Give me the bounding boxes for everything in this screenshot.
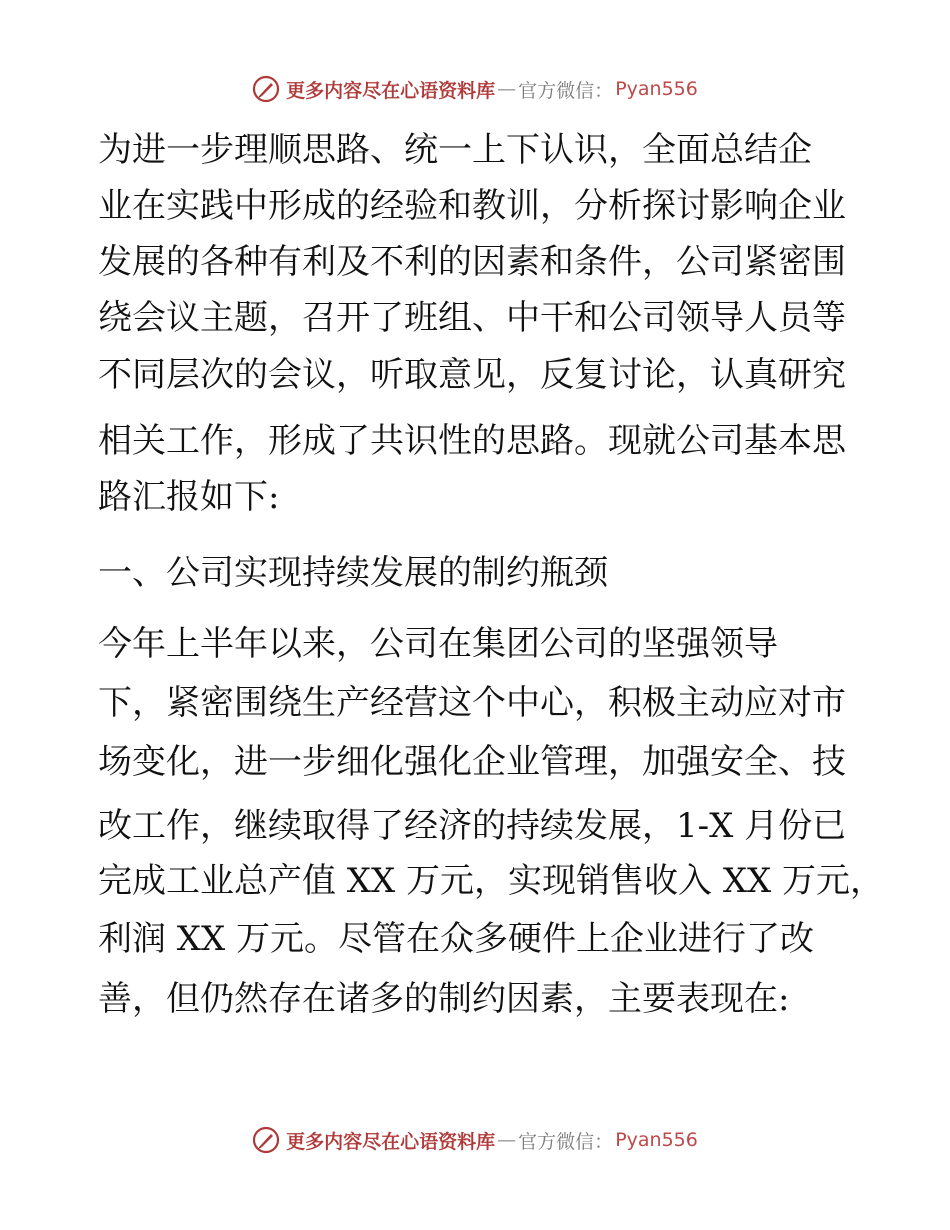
paragraph-line: 场变化，进一步细化强化企业管理，加强安全、技 xyxy=(98,742,846,782)
section-heading: 一、公司实现持续发展的制约瓶颈 xyxy=(98,553,608,593)
paragraph-line: 利润 XX 万元。尽管在众多硬件上企业进行了改 xyxy=(98,919,815,959)
paragraph-line: 善，但仍然存在诸多的制约因素，主要表现在: xyxy=(98,979,790,1019)
watermark-dash: — xyxy=(497,1129,517,1151)
watermark-official-label: 官方微信： xyxy=(518,1130,614,1153)
header-watermark xyxy=(0,73,950,105)
paragraph-line: 完成工业总产值 XX 万元，实现销售收入 XX 万元， xyxy=(98,861,885,901)
paragraph-line: 为进一步理顺思路、统一上下认识，全面总结企 xyxy=(98,130,812,170)
quill-logo-icon xyxy=(252,1126,280,1154)
watermark-wechat-id: Pyan556 xyxy=(615,1129,698,1151)
paragraph-line: 业在实践中形成的经验和教训，分析探讨影响企业 xyxy=(98,186,846,226)
quill-logo-icon xyxy=(252,75,280,103)
paragraph-line: 发展的各种有利及不利的因素和条件，公司紧密围 xyxy=(98,242,846,282)
watermark-wechat-id: Pyan556 xyxy=(615,78,698,100)
paragraph-line: 下，紧密围绕生产经营这个中心，积极主动应对市 xyxy=(98,683,846,723)
paragraph-line: 路汇报如下: xyxy=(98,477,280,517)
paragraph-line: 改工作，继续取得了经济的持续发展，1-X 月份已 xyxy=(98,806,847,846)
paragraph-line: 不同层次的会议，听取意见，反复讨论，认真研究 xyxy=(98,355,846,395)
watermark-official-label: 官方微信： xyxy=(518,79,614,102)
paragraph-line: 相关工作，形成了共识性的思路。现就公司基本思 xyxy=(98,421,846,461)
watermark-text: 更多内容尽在心语资料库 xyxy=(286,1130,496,1153)
footer-watermark xyxy=(0,1124,950,1156)
watermark-text: 更多内容尽在心语资料库 xyxy=(286,79,496,102)
paragraph-line: 绕会议主题，召开了班组、中干和公司领导人员等 xyxy=(98,298,846,338)
paragraph-line: 今年上半年以来，公司在集团公司的坚强领导 xyxy=(98,624,778,664)
watermark-dash: — xyxy=(497,78,517,100)
